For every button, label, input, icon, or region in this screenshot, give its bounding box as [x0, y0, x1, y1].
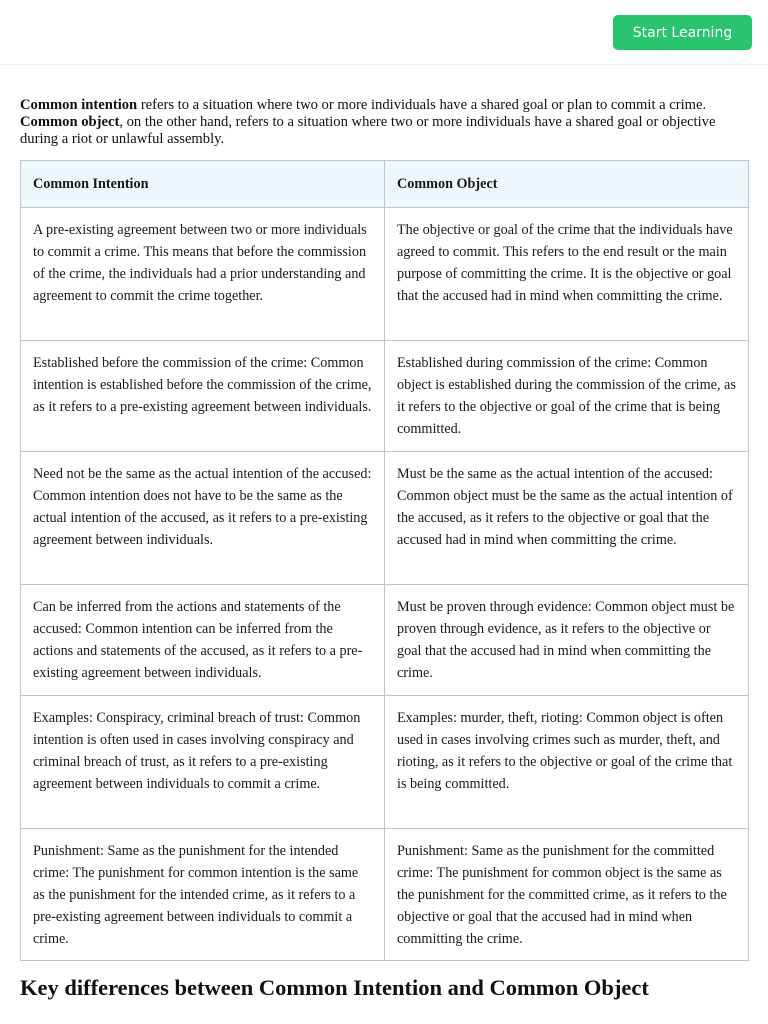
table-row [21, 585, 749, 696]
start-learning-button[interactable]: Start Learning [613, 15, 752, 50]
intro-text-2: , on the other hand, refers to a situation where two or more individuals have a shared goal or objective during a riot or unlawful assembly. [20, 113, 716, 147]
cell-intention: Examples: Conspiracy, criminal breach of trust: Common intention is often used in cases involving conspiracy and criminal breach of trust, as it refers to a pre-existing agreement between individuals to commit a crime. [21, 696, 385, 829]
section-heading: Key differences between Common Intention and Common Object [20, 975, 649, 1000]
cell-intention: A pre-existing agreement between two or more individuals to commit a crime. This means that before the commission of the crime, the individuals had a prior understanding and agreement to commit the crime together. [21, 208, 385, 341]
table-header-row [21, 161, 749, 208]
table-row [21, 696, 749, 829]
table-row [21, 208, 749, 341]
cell-object: Established during commission of the crime: Common object is established during the commission of the crime, as it refers to the objective or goal of the crime that is being committed. [385, 341, 749, 452]
cell-intention: Punishment: Same as the punishment for the intended crime: The punishment for common intention is the same as the punishment for the intended crime, as it refers to a pre-existing agreement between individuals to commit a crime. [21, 829, 385, 961]
term-common-object: Common object [20, 113, 120, 130]
table-row [21, 452, 749, 585]
cell-intention: Need not be the same as the actual intention of the accused: Common intention does not have to be the same as the actual intention of the accused, as it refers to a pre-existing agreement between individuals. [21, 452, 385, 585]
term-common-intention: Common intention [20, 97, 138, 113]
cell-object: The objective or goal of the crime that the individuals have agreed to commit. This refers to the end result or the main purpose of committing the crime. It is the objective or goal that the accused had in mind when committing the crime. [385, 208, 749, 341]
intro-paragraph [20, 97, 752, 147]
cell-object: Punishment: Same as the punishment for the committed crime: The punishment for common object is the same as the punishment for the committed crime, as it refers to the objective or goal that the accused had in mind when committing the crime. [385, 829, 749, 961]
cell-intention: Can be inferred from the actions and statements of the accused: Common intention can be inferred from the actions and statements of the accused, as it refers to a pre-existing agreement between individuals. [21, 585, 385, 696]
cell-object: Examples: murder, theft, rioting: Common object is often used in cases involving crimes such as murder, theft, and rioting, as it refers to the objective or goal of the crime that is being committed. [385, 696, 749, 829]
top-bar [0, 0, 768, 65]
table-row [21, 341, 749, 452]
comparison-table [20, 160, 749, 961]
header-common-intention: Common Intention [21, 161, 385, 208]
intro-text-1: refers to a situation where two or more individuals have a shared goal or plan to commit a crime. [137, 97, 707, 113]
cell-intention: Established before the commission of the crime: Common intention is established before the commission of the crime, as it refers to a pre-existing agreement between individuals. [21, 341, 385, 452]
cell-object: Must be proven through evidence: Common object must be proven through evidence, as it refers to the objective or goal that the accused had in mind when committing the crime. [385, 585, 749, 696]
table-row [21, 829, 749, 961]
cell-object: Must be the same as the actual intention of the accused: Common object must be the same as the actual intention of the accused, as it refers to the objective or goal that the accused had in mind when committing the crime. [385, 452, 749, 585]
header-common-object: Common Object [385, 161, 749, 208]
